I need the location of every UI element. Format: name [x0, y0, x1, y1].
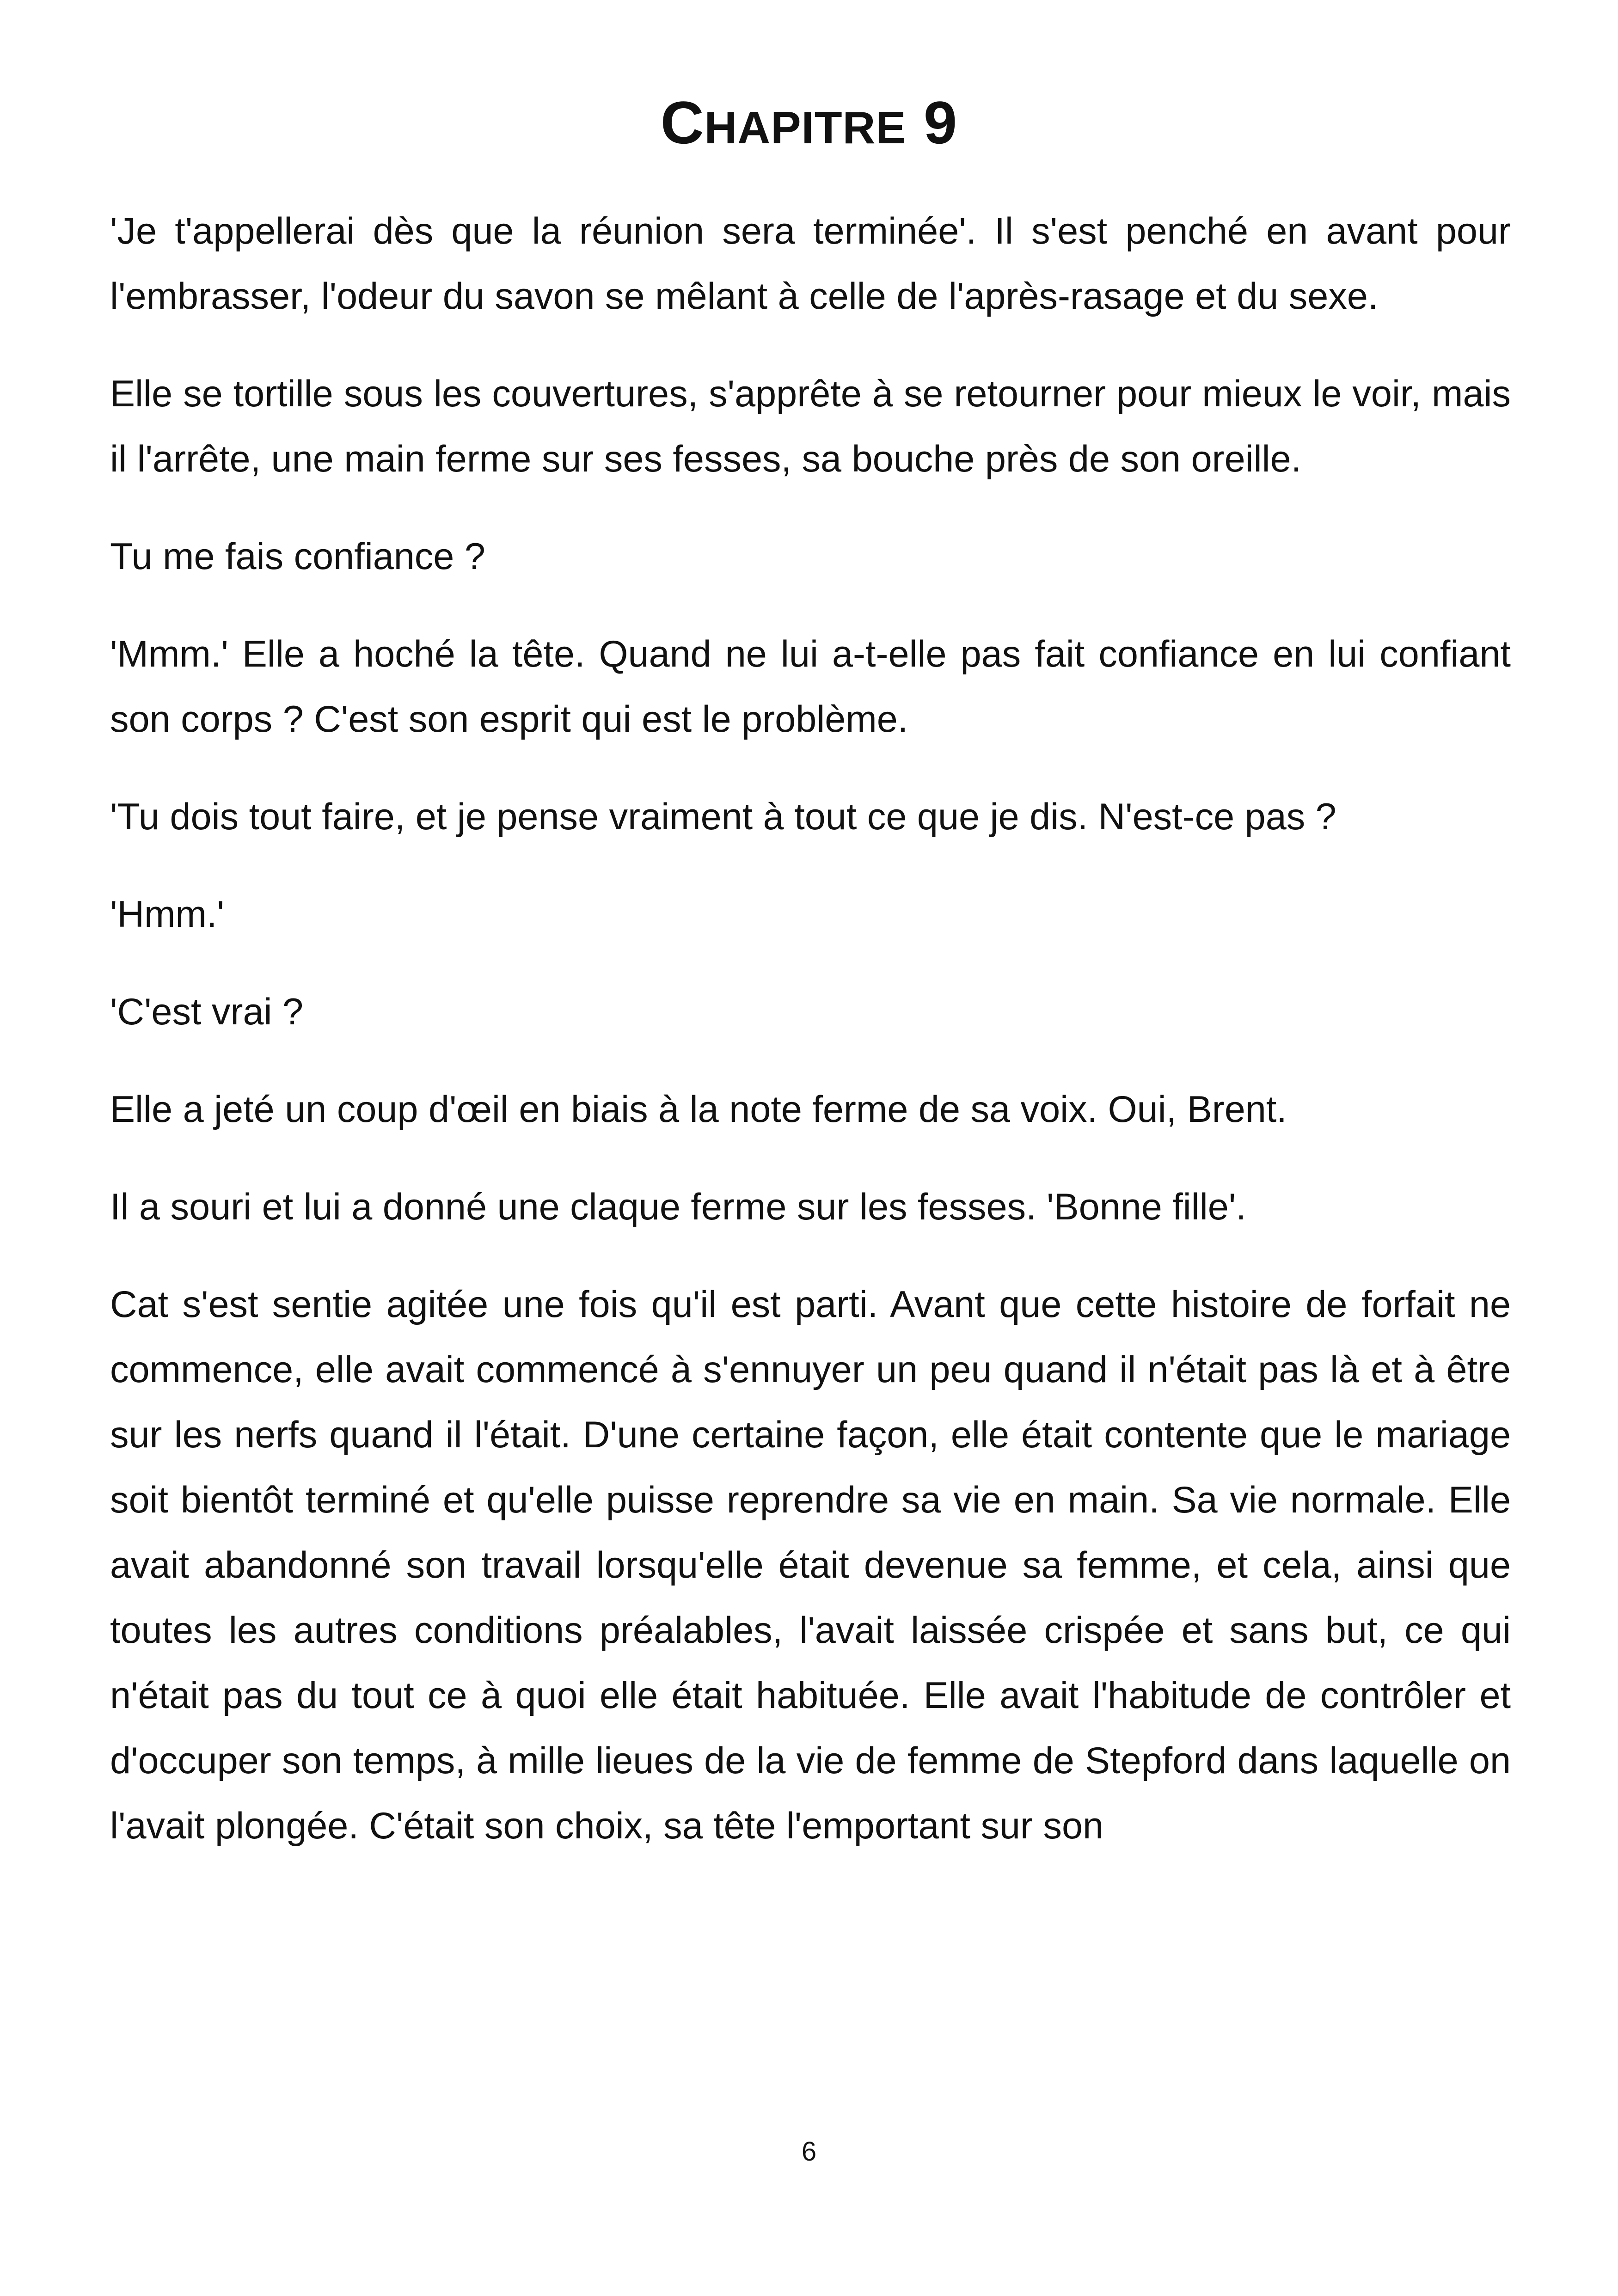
paragraph: Tu me fais confiance ? [110, 536, 485, 577]
paragraph: 'Je t'appellerai dès que la réunion sera terminée'. Il s'est penché en avant pour l'embrasser, l'odeur du savon se mêlant à celle de l'après-rasage et du sexe. [110, 210, 1511, 317]
chapter-number: 9 [923, 89, 958, 156]
paragraph: Elle a jeté un coup d'œil en biais à la note ferme de sa voix. Oui, Brent. [110, 1089, 1287, 1130]
paragraph: 'Tu dois tout faire, et je pense vraiment à tout ce que je dis. N'est-ce pas ? [110, 796, 1336, 838]
chapter-title [0, 86, 1618, 165]
chapter-body [110, 199, 1511, 1859]
chapter-title-smallcaps: HAPITRE [704, 102, 907, 153]
paragraph: Il a souri et lui a donné une claque ferme sur les fesses. 'Bonne fille'. [110, 1186, 1246, 1228]
chapter-title-initial: C [660, 89, 705, 156]
paragraph: 'Mmm.' Elle a hoché la tête. Quand ne lui a-t-elle pas fait confiance en lui confiant son corps ? C'est son esprit qui est le problème. [110, 633, 1511, 740]
page-number: 6 [801, 2137, 817, 2167]
paragraph: 'Hmm.' [110, 894, 224, 935]
paragraph: 'C'est vrai ? [110, 991, 304, 1033]
paragraph: Elle se tortille sous les couvertures, s'apprête à se retourner pour mieux le voir, mais il l'arrête, une main ferme sur ses fesses, sa bouche près de son oreille. [110, 373, 1511, 480]
paragraph: Cat s'est sentie agitée une fois qu'il est parti. Avant que cette histoire de forfait ne commence, elle avait commencé à s'ennuyer un peu quand il n'était pas là et à être sur les nerfs quand il l'était. D'une certaine façon, elle était contente que le mariage soit bientôt terminé et qu'elle puisse reprendre sa vie en main. Sa vie normale. Elle avait abandonné son travail lorsqu'elle était devenue sa femme, et cela, ainsi que toutes les autres conditions préalables, l'avait laissée crispée et sans but, ce qui n'était pas du tout ce à quoi elle était habituée. Elle avait l'habitude de contrôler et d'occuper son temps, à mille lieues de la vie de femme de Stepford dans laquelle on l'avait plongée. C'était son choix, sa tête l'emportant sur son [110, 1284, 1511, 1847]
